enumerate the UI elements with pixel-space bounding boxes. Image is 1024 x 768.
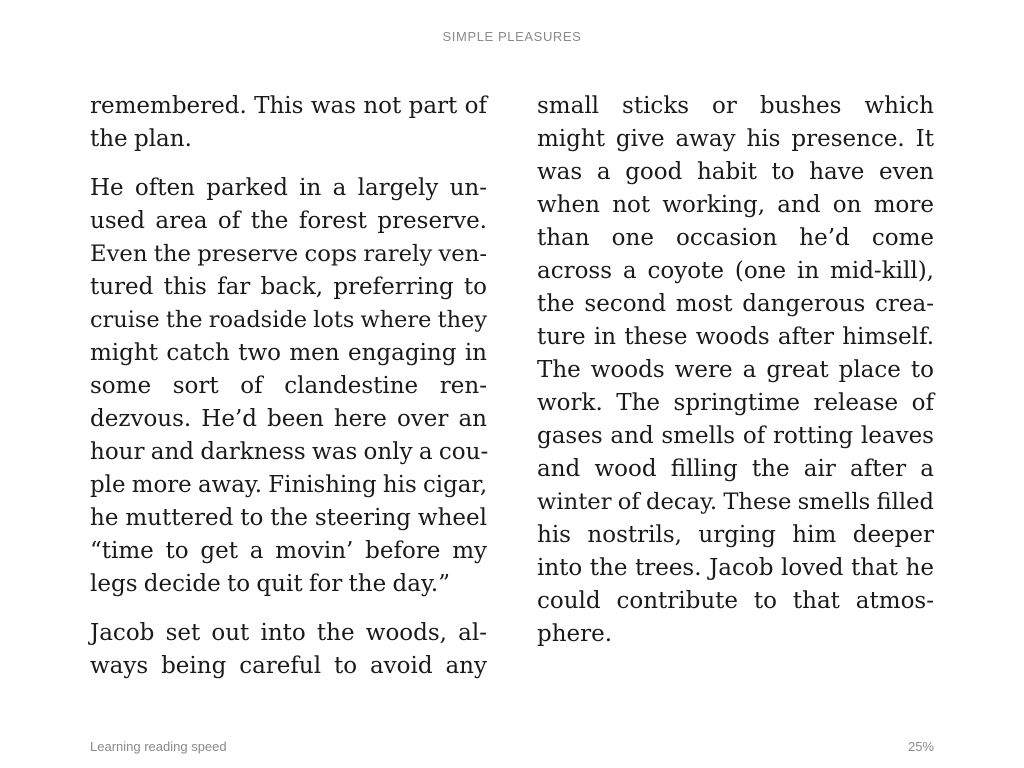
text-line: ple more away. Finishing his cigar, [90, 472, 488, 498]
left-column [90, 90, 487, 683]
book-title: SIMPLE PLEASURES [442, 29, 582, 44]
text-line: ways being careful to avoid any [90, 653, 487, 679]
text-line: work. The springtime release of [537, 390, 934, 416]
text-line: some sort of clandestine ren- [90, 373, 487, 399]
reading-progress: 25% [907, 739, 934, 754]
text-line: could contribute to that atmos- [537, 588, 934, 614]
paragraph [90, 90, 487, 156]
text-line: remembered. This was not part of [90, 93, 487, 119]
text-line: The woods were a great place to [537, 357, 934, 383]
text-line: Even the preserve cops rarely ven- [90, 241, 487, 267]
text-line: Jacob set out into the woods, al- [90, 620, 487, 646]
text-line: into the trees. Jacob loved that he [537, 555, 934, 581]
text-line: He often parked in a largely un- [90, 175, 487, 201]
text-line: when not working, and on more [537, 192, 934, 218]
text-line: dezvous. He’d been here over an [90, 406, 487, 432]
text-line: winter of decay. These smells filled [537, 489, 934, 515]
text-line: legs decide to quit for the day.” [90, 571, 450, 597]
text-line: might give away his presence. It [537, 126, 934, 152]
text-line: across a coyote (one in mid-kill), [537, 258, 934, 284]
text-line: cruise the roadside lots where they [90, 307, 487, 333]
text-line: his nostrils, urging him deeper [537, 522, 934, 548]
paragraph [90, 172, 487, 601]
text-line: hour and darkness was only a cou- [90, 439, 489, 465]
reading-speed-status: Learning reading speed [90, 739, 227, 754]
text-line: was a good habit to have even [537, 159, 934, 185]
text-line: the second most dangerous crea- [537, 291, 934, 317]
text-line: gases and smells of rotting leaves [537, 423, 934, 449]
text-line: he muttered to the steering wheel [90, 505, 487, 531]
paragraph [537, 90, 934, 651]
text-line: might catch two men engaging in [90, 340, 487, 366]
text-line: the plan. [90, 126, 192, 152]
text-line: small sticks or bushes which [537, 93, 934, 119]
right-column [537, 90, 934, 651]
text-line: than one occasion he’d come [537, 225, 934, 251]
text-line: tured this far back, preferring to [90, 274, 487, 300]
text-line: phere. [537, 621, 613, 647]
text-line: “time to get a movin’ before my [90, 538, 487, 564]
text-line: ture in these woods after himself. [537, 324, 934, 350]
text-line: and wood filling the air after a [537, 456, 934, 482]
text-line: used area of the forest preserve. [90, 208, 487, 234]
paragraph [90, 617, 487, 683]
